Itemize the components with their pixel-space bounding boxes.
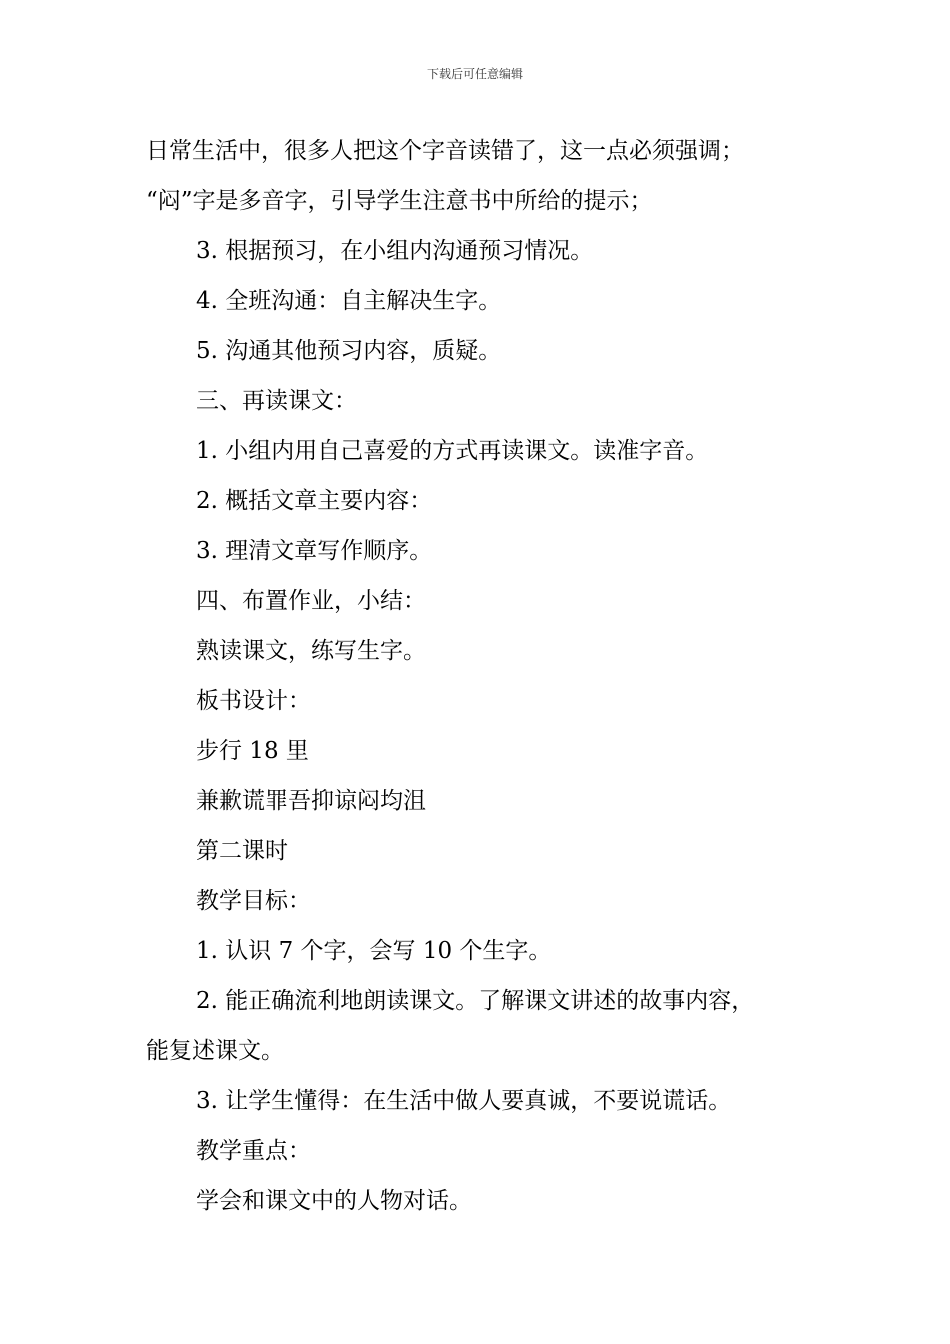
- paragraph-line: “闷”字是多音字，引导学生注意书中所给的提示；: [146, 188, 653, 214]
- document-body: [146, 126, 836, 1226]
- paragraph-line: 5. 沟通其他预习内容，质疑。: [196, 338, 502, 364]
- paragraph-line: 2. 概括文章主要内容：: [196, 488, 433, 514]
- section-heading: 教学重点：: [196, 1138, 311, 1164]
- paragraph-line: 1. 小组内用自己喜爱的方式再读课文。读准字音。: [196, 438, 709, 464]
- paragraph-line: 兼歉谎罪吾抑谅闷均沮: [196, 788, 426, 814]
- section-heading: 三、再读课文：: [196, 388, 357, 414]
- paragraph-line: 学会和课文中的人物对话。: [196, 1188, 472, 1214]
- paragraph-line: 3. 理清文章写作顺序。: [196, 538, 433, 564]
- paragraph-line: 2. 能正确流利地朗读课文。了解课文讲述的故事内容，: [196, 988, 755, 1014]
- page-header: 下载后可任意编辑: [426, 67, 523, 81]
- paragraph-line: 熟读课文，练写生字。: [196, 638, 426, 664]
- paragraph-line: 4. 全班沟通：自主解决生字。: [196, 288, 502, 314]
- section-heading: 教学目标：: [196, 888, 311, 914]
- section-heading: 板书设计：: [196, 688, 311, 714]
- section-heading: 第二课时: [196, 838, 288, 864]
- paragraph-line: 3. 让学生懂得：在生活中做人要真诚，不要说谎话。: [196, 1088, 732, 1114]
- paragraph-line: 日常生活中，很多人把这个字音读错了，这一点必须强调；: [146, 138, 744, 164]
- paragraph-line: 3. 根据预习，在小组内沟通预习情况。: [196, 238, 594, 264]
- section-heading: 四、布置作业，小结：: [196, 588, 426, 614]
- paragraph-line: 能复述课文。: [146, 1038, 284, 1064]
- paragraph-line: 1. 认识 7 个字，会写 10 个生字。: [196, 938, 552, 964]
- paragraph-line: 步行 18 里: [196, 738, 309, 764]
